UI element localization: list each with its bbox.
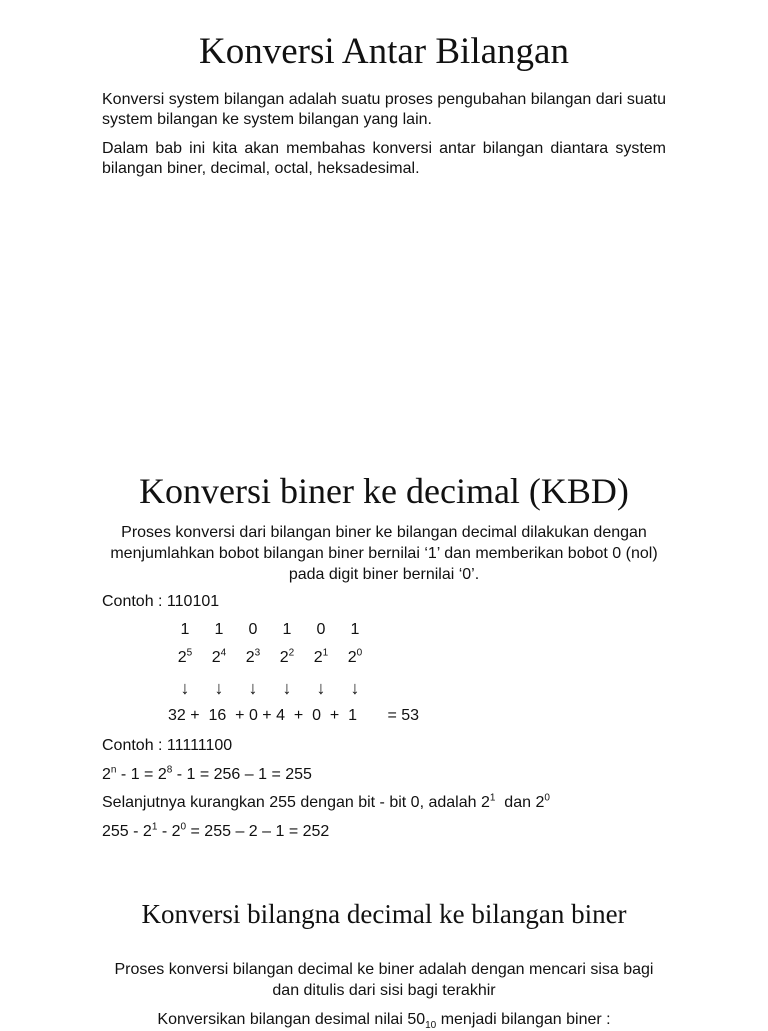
sum-result: = 53 <box>387 707 420 724</box>
sum-expression: 32 + 16 + 0 + 4 + 0 + 1 <box>168 707 358 724</box>
down-arrow-icon: ↓ <box>248 678 258 698</box>
bit-digit: 1 <box>282 621 292 638</box>
kbd-description: Proses konversi dari bilangan biner ke bilangan decimal dilakukan dengan menjumlahkan bobot bilangan biner bernilai ‘1’ dan memberikan bobot 0 (nol) pada digit biner bernilai ‘0’. <box>110 524 658 583</box>
calculation-line: $255 - 2^1 - 2^0 = 255 - 2 - 1 = 252$ <box>102 821 330 840</box>
subtract-note-line: Selanjutnya kurangkan 255 dengan bit - bit 0, adalah $2^1$ dan $2^0$ <box>102 792 550 811</box>
arrows-row <box>168 678 372 700</box>
example-1-label: Contoh : 110101 <box>102 593 220 610</box>
section-title-konversi-antar-bilangan: Konversi Antar Bilangan <box>199 31 569 72</box>
down-arrow-icon: ↓ <box>350 678 360 698</box>
bit-digit: 1 <box>350 621 360 638</box>
power-of-two: $2^3$ <box>245 647 261 666</box>
bit-digit: 0 <box>316 621 326 638</box>
formula-line: $2^n - 1 = 2^8 - 1 = 256 - 1 = 255$ <box>102 764 312 783</box>
bits-row <box>168 621 372 643</box>
bit-digit: 0 <box>248 621 258 638</box>
power-of-two: $2^5$ <box>177 647 193 666</box>
sum-row <box>168 707 419 725</box>
power-of-two: $2^4$ <box>211 647 227 666</box>
section-title-decimal-ke-biner: Konversi bilangna decimal ke bilangan biner <box>141 899 627 929</box>
power-of-two: $2^0$ <box>347 647 363 666</box>
down-arrow-icon: ↓ <box>214 678 224 698</box>
dkb-description: Proses konversi bilangan decimal ke biner adalah dengan mencari sisa bagi dan ditulis dari sisi bagi terakhir <box>114 961 654 999</box>
power-of-two: $2^2$ <box>279 647 295 666</box>
down-arrow-icon: ↓ <box>180 678 190 698</box>
powers-row <box>168 649 372 671</box>
conversion-task-line: Konversikan bilangan desimal nilai $50_{10}$ menjadi bilangan biner : <box>157 1011 611 1031</box>
section-title-biner-ke-decimal: Konversi biner ke decimal (KBD) <box>139 471 629 511</box>
bit-digit: 1 <box>180 621 190 638</box>
scope-paragraph: Dalam bab ini kita akan membahas konversi antar bilangan diantara system bilangan biner, decimal, octal, heksadesimal. <box>102 140 666 177</box>
example-2-label: Contoh : 11111100 <box>102 737 233 754</box>
down-arrow-icon: ↓ <box>316 678 326 698</box>
power-of-two: $2^1$ <box>313 647 329 666</box>
bit-digit: 1 <box>214 621 224 638</box>
intro-paragraph: Konversi system bilangan adalah suatu proses pengubahan bilangan dari suatu system bilangan ke system bilangan yang lain. <box>102 91 666 128</box>
down-arrow-icon: ↓ <box>282 678 292 698</box>
